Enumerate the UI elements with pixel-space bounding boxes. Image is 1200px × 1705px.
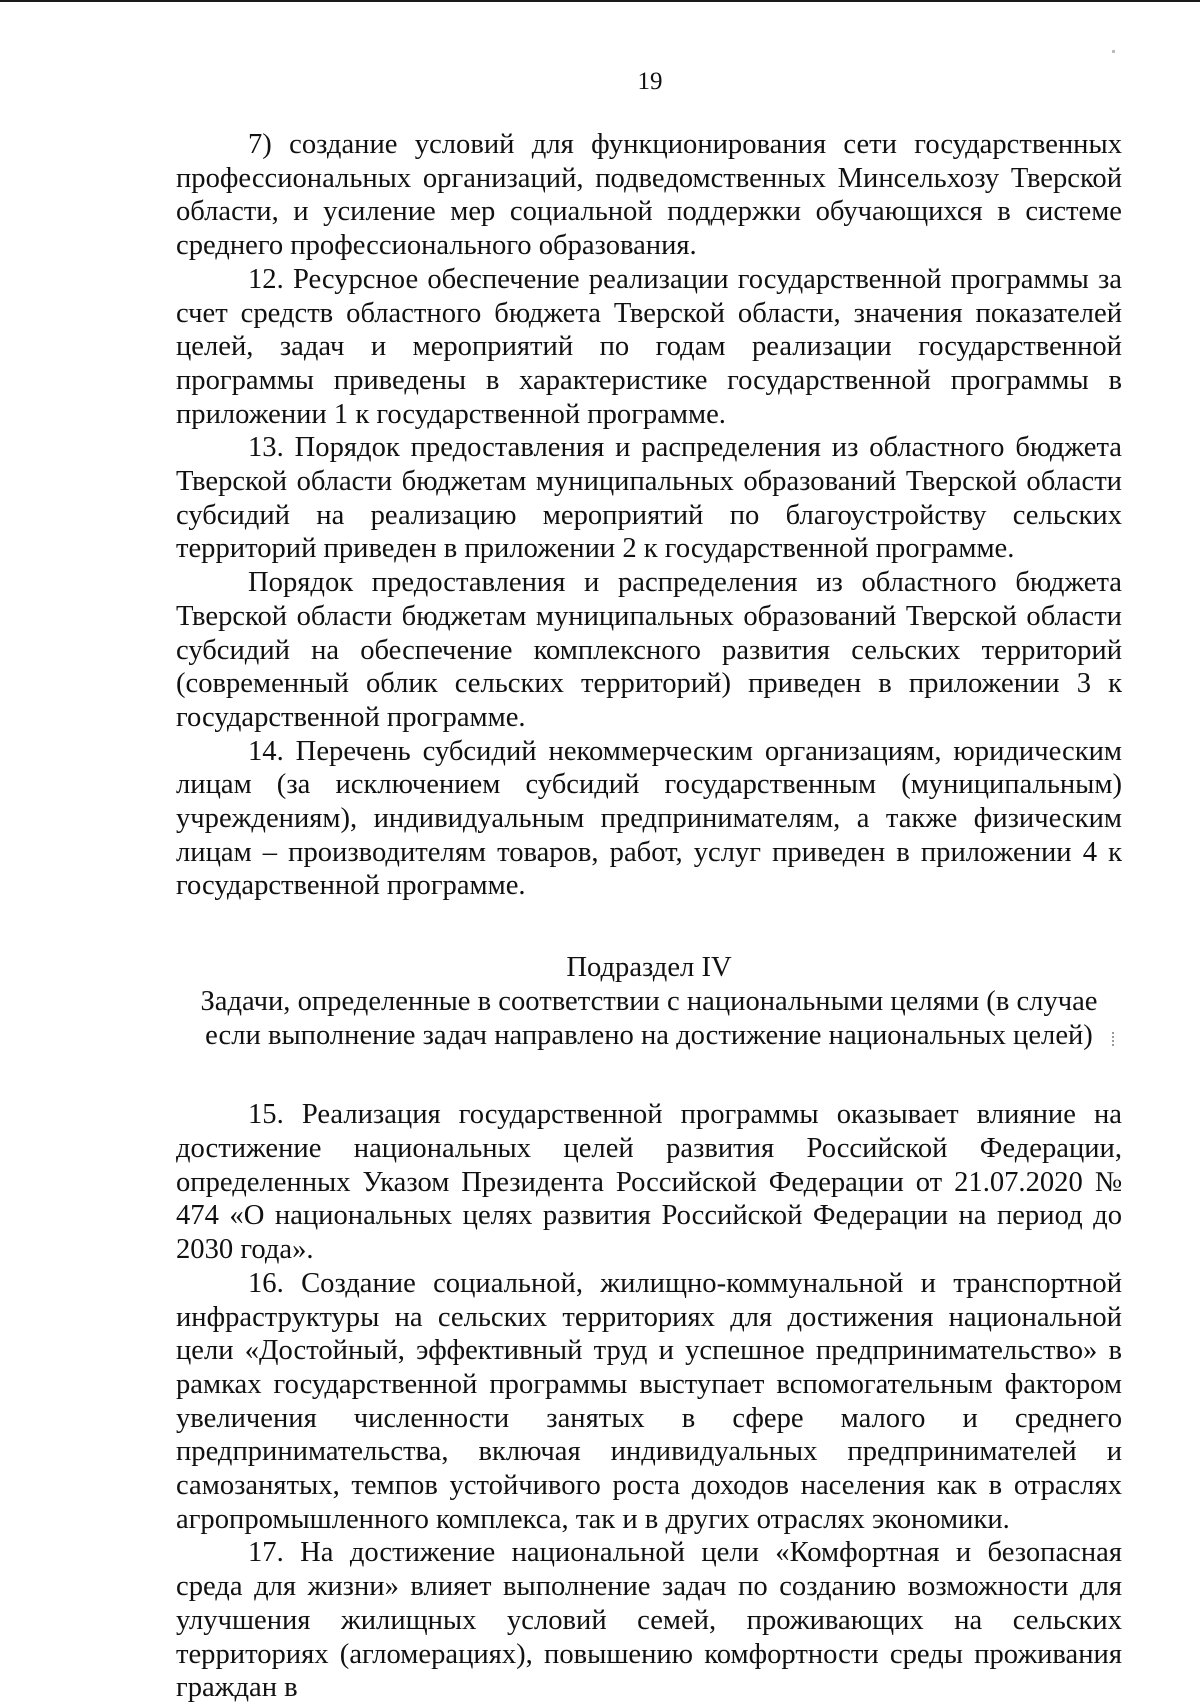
paragraph-14: 14. Перечень субсидий некоммерческим организациям, юридическим лицам (за исключением субсидий государственным (муниципальным) учреждениям), индивидуальным предпринимателям, а также физическим лицам – производителям товаров, работ, услуг приведен в приложении 4 к государственной программе.: [176, 735, 1122, 902]
paragraph-13: 13. Порядок предоставления и распределения из областного бюджета Тверской области бюджетам муниципальных образований Тверской области субсидий на реализацию мероприятий по благоустройству сельских территорий приведен в приложении 2 к государственной программе.: [176, 432, 1122, 565]
section-title: Подраздел IV: [566, 952, 732, 984]
scan-speck: [1112, 50, 1115, 53]
paragraph-12: 12. Ресурсное обеспечение реализации государственной программы за счет средств областного бюджета Тверской области, значения показателей целей, задач и мероприятий по годам реализации государственной программы приведены в характеристике государственной программы в приложении 1 к государственной программе.: [176, 263, 1122, 430]
margin-mark: [1112, 1032, 1116, 1046]
paragraph-15: 15. Реализация государственной программы оказывает влияние на достижение национальных целей развития Российской Федерации, определенных Указом Президента Российской Федерации от 21.07.2020 № 474 «О национальных целях развития Российской Федерации на период до 2030 года».: [176, 1099, 1122, 1266]
paragraph-16: 16. Создание социальной, жилищно-коммунальной и транспортной инфраструктуры на сельских территориях для достижения национальной цели «Достойный, эффективный труд и успешное предпринимательство» в рамках государственной программы выступает вспомогательным фактором увеличения численности занятых в сфере малого и среднего предпринимательства, включая индивидуальных предпринимателей и самозанятых, темпов устойчивого роста доходов населения как в отраслях агропромышленного комплекса, так и в других отраслях экономики.: [176, 1267, 1122, 1535]
section-subtitle: Задачи, определенные в соответствии с национальными целями (в случае если выполнение задач направлено на достижение национальных целей): [200, 985, 1098, 1051]
paragraph-7: 7) создание условий для функционирования сети государственных профессиональных организаций, подведомственных Минсельхозу Тверской области, и усиление мер социальной поддержки обучающихся в системе среднего профессионального образования.: [176, 129, 1122, 262]
paragraph-17: 17. На достижение национальной цели «Комфортная и безопасная среда для жизни» влияет выполнение задач по созданию возможности для улучшения жилищных условий семей, проживающих на сельских территориях (агломерациях), повышению комфортности среды проживания граждан в: [176, 1537, 1122, 1704]
page-number: 19: [637, 68, 663, 95]
document-body: [176, 128, 1122, 1705]
paragraph-13-continued: Порядок предоставления и распределения из областного бюджета Тверской области бюджетам муниципальных образований Тверской области субсидий на обеспечение комплексного развития сельских территорий (современный облик сельских территорий) приведен в приложении 3 к государственной программе.: [176, 567, 1122, 733]
